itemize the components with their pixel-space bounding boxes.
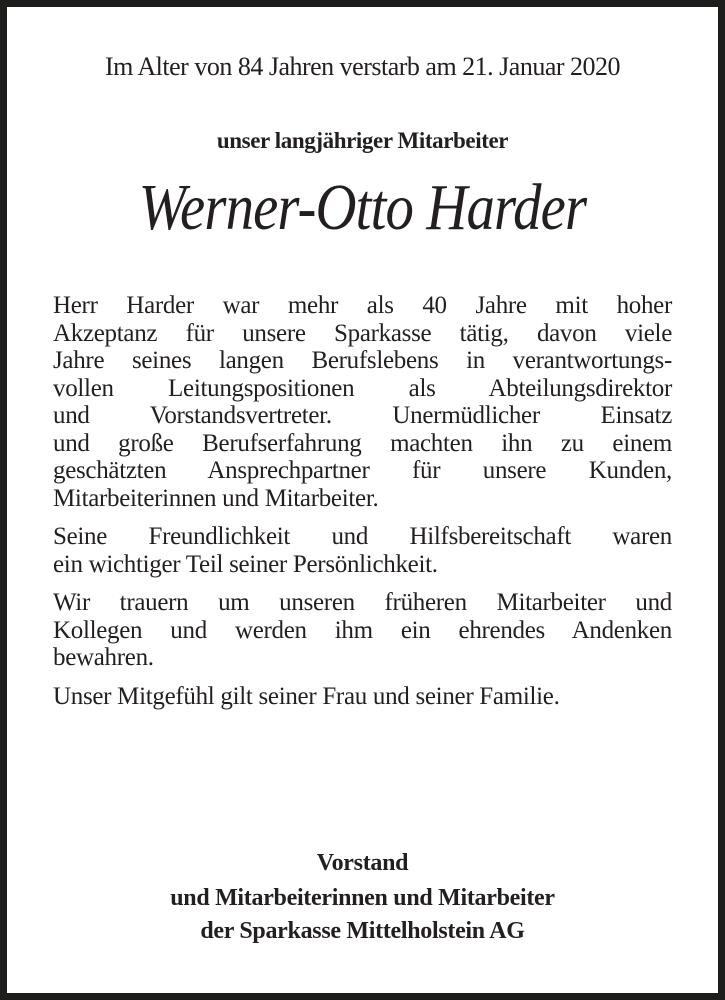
- signature-line-1: Vorstand: [316, 850, 409, 876]
- deceased-name: Werner-Otto Harder: [138, 171, 587, 244]
- signature-line-3: der Sparkasse Mittelholstein AG: [200, 918, 525, 944]
- text-line: Herr Harder war mehr als 40 Jahre mit hoher: [53, 292, 672, 319]
- text-line: und Vorstandsvertreter. Unermüdlicher Einsatz: [53, 402, 672, 429]
- text-line: bewahren.: [53, 644, 154, 671]
- text-line: Unser Mitgefühl gilt seiner Frau und seiner Familie.: [53, 682, 560, 710]
- subtitle: unser langjähriger Mitarbeiter: [216, 128, 509, 153]
- paragraph: [53, 292, 672, 512]
- text-line: geschätzten Ansprechpartner für unsere Kunden,: [53, 457, 672, 484]
- text-line: vollen Leitungspositionen als Abteilungsdirektor: [53, 374, 672, 402]
- text-line: ein wichtiger Teil seiner Persönlichkeit.: [53, 550, 438, 578]
- text-line: Kollegen und werden ihm ein ehrendes Andenken: [53, 616, 672, 644]
- text-line: Jahre seines langen Berufslebens in verantwortungs-: [53, 347, 672, 374]
- paragraph: [53, 523, 672, 578]
- text-line: Seine Freundlichkeit und Hilfsbereitschaft waren: [53, 523, 672, 550]
- intro-line: Im Alter von 84 Jahren verstarb am 21. Januar 2020: [104, 52, 621, 81]
- notice-body: [53, 292, 672, 721]
- text-line: Akzeptanz für unsere Sparkasse tätig, davon viele: [53, 319, 672, 347]
- paragraph: [53, 589, 672, 672]
- text-line: Wir trauern um unseren früheren Mitarbeiter und: [53, 589, 672, 616]
- text-line: Mitarbeiterinnen und Mitarbeiter.: [53, 484, 379, 512]
- signature-line-2: und Mitarbeiterinnen und Mitarbeiter: [170, 885, 555, 911]
- paragraph: [53, 683, 672, 711]
- text-line: und große Berufserfahrung machten ihn zu einem: [53, 429, 672, 457]
